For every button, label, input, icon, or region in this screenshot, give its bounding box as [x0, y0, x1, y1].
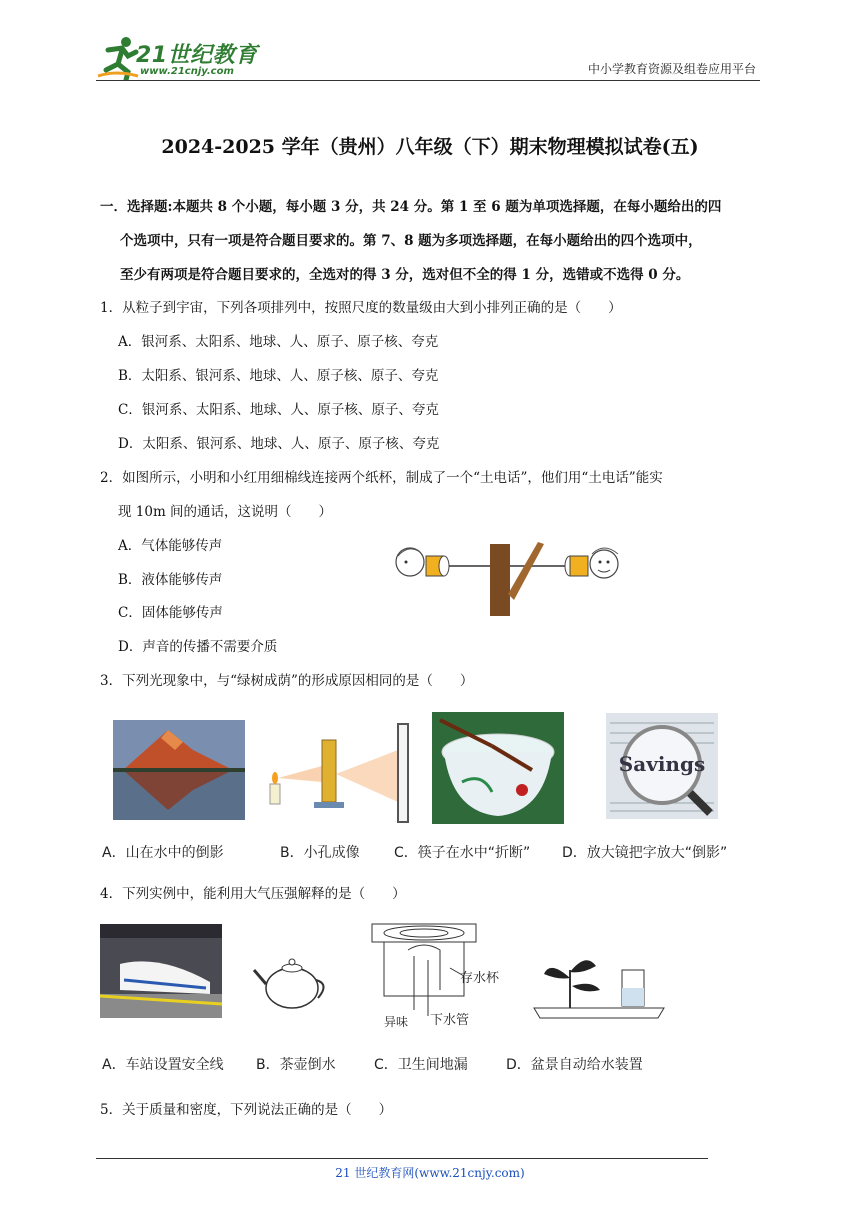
- question-3-stem: 3．下列光现象中，与“绿树成荫”的形成原因相同的是（ ）: [100, 673, 474, 689]
- magnifying-glass-image: [606, 713, 718, 819]
- footer-link[interactable]: 21 世纪教育网(www.21cnjy.com): [335, 1166, 525, 1180]
- q1-option-a: A．银河系、太阳系、地球、人、原子、原子核、夸克: [118, 334, 439, 350]
- label-drain-pipe: 下水管: [430, 1013, 470, 1028]
- question-1-stem: 1．从粒子到宇宙，下列各项排列中，按照尺度的数量级由大到小排列正确的是（ ）: [100, 300, 622, 316]
- footer-divider: [96, 1158, 708, 1159]
- section-line-3: 至少有两项是符合题目要求的，全选对的得 3 分，选对但不全的得 1 分，选错或不选得 0 分。: [120, 267, 690, 283]
- label-smell: 异味: [384, 1015, 409, 1029]
- question-5-stem: 5．关于质量和密度，下列说法正确的是（ ）: [100, 1102, 393, 1118]
- q1-option-c: C．银河系、太阳系、地球、人、原子核、原子、夸克: [118, 402, 439, 418]
- q3-caption-c: C．筷子在水中“折断”: [394, 845, 531, 861]
- q3-caption-b: B．小孔成像: [280, 845, 360, 861]
- question-2-stem-line-2: 现 10m 间的通话，这说明（ ）: [118, 504, 333, 520]
- q2-option-b: B．液体能够传声: [118, 572, 223, 588]
- q3-caption-a: A．山在水中的倒影: [102, 845, 224, 861]
- chopsticks-in-water-image: [432, 712, 564, 824]
- page-title: 2024-2025 学年（贵州）八年级（下）期末物理模拟试卷(五): [161, 136, 699, 158]
- mountain-reflection-image: [113, 720, 245, 820]
- question-2-stem-line-1: 2．如图所示，小明和小红用细棉线连接两个纸杯，制成了一个“土电话”，他们用“土电话”能实: [100, 470, 663, 486]
- bonsai-water-device-image: [530, 950, 668, 1024]
- q4-caption-a: A．车站设置安全线: [102, 1057, 224, 1073]
- section-line-1: 一．选择题:本题共 8 个小题，每小题 3 分，共 24 分。第 1 至 6 题为单项选择题，在每小题给出的四: [100, 199, 722, 215]
- header-platform-text: 中小学教育资源及组卷应用平台: [587, 62, 756, 76]
- q2-option-c: C．固体能够传声: [118, 605, 223, 621]
- section-line-2: 个选项中，只有一项是符合题目要求的。第 7、8 题为多项选择题，在每小题给出的四个选项中，: [120, 233, 702, 249]
- site-logo: [96, 36, 266, 82]
- train-station-image: [100, 924, 222, 1018]
- q1-option-d: D．太阳系、银河系、地球、人、原子、原子核、夸克: [118, 436, 440, 452]
- q3-caption-d: D．放大镜把字放大“倒影”: [562, 845, 728, 861]
- q4-caption-b: B．茶壶倒水: [256, 1057, 336, 1073]
- floor-drain-image: [368, 920, 510, 1030]
- q4-caption-d: D．盆景自动给水装置: [506, 1057, 643, 1073]
- logo-url: www.21cnjy.com: [140, 66, 234, 77]
- question-4-stem: 4．下列实例中，能利用大气压强解释的是（ ）: [100, 886, 406, 902]
- q2-option-a: A．气体能够传声: [118, 538, 223, 554]
- pinhole-imaging-image: [262, 716, 412, 824]
- section-instructions: [100, 190, 768, 292]
- q4-caption-c: C．卫生间地漏: [374, 1057, 468, 1073]
- string-telephone-figure: [390, 536, 636, 616]
- runner-logo-icon: [96, 36, 140, 80]
- header-divider: [96, 80, 760, 81]
- teapot-image: [252, 950, 334, 1012]
- logo-text: 21世纪教育: [136, 43, 258, 68]
- q1-option-b: B．太阳系、银河系、地球、人、原子核、原子、夸克: [118, 368, 439, 384]
- savings-word: Savings: [618, 752, 706, 776]
- label-water-cup: 存水杯: [460, 971, 500, 986]
- q2-option-d: D．声音的传播不需要介质: [118, 639, 278, 655]
